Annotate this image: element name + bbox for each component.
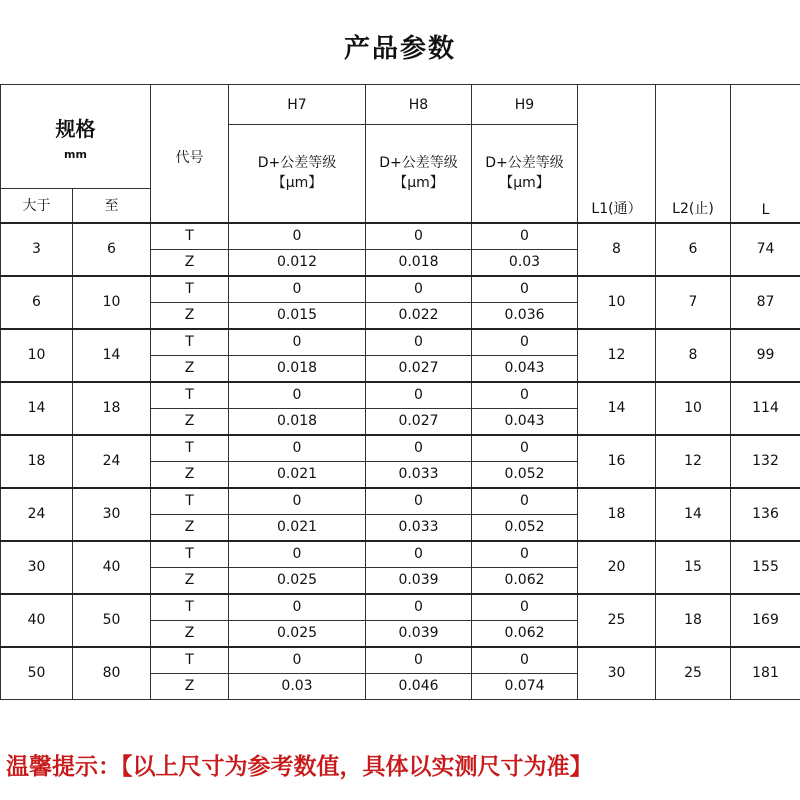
table-row <box>1 541 800 568</box>
size-to: 30 <box>73 488 151 541</box>
size-to: 6 <box>73 223 151 276</box>
h7-value: 0.018 <box>229 355 366 382</box>
h8-value: 0.018 <box>366 249 472 276</box>
h7-value: 0 <box>229 594 366 621</box>
size-from: 30 <box>1 541 73 594</box>
l1-value: 8 <box>578 223 656 276</box>
size-to: 14 <box>73 329 151 382</box>
l-header: L <box>731 85 800 223</box>
h9-value: 0.062 <box>472 567 578 594</box>
code-cell: T <box>151 382 229 409</box>
size-to: 80 <box>73 647 151 700</box>
l2-value: 15 <box>656 541 731 594</box>
l1-value: 25 <box>578 594 656 647</box>
h8-value: 0 <box>366 488 472 515</box>
l-value: 169 <box>731 594 800 647</box>
h8-value: 0.027 <box>366 408 472 435</box>
dev-label: D+公差等级 <box>485 155 564 172</box>
l2-value: 10 <box>656 382 731 435</box>
h9-value: 0 <box>472 647 578 674</box>
code-cell: Z <box>151 620 229 647</box>
h9-value: 0 <box>472 541 578 568</box>
h8-value: 0.033 <box>366 461 472 488</box>
h7-value: 0 <box>229 329 366 356</box>
table-body <box>1 223 800 700</box>
reminder-note: 温馨提示：【以上尺寸为参考数值，具体以实测尺寸为准】 <box>6 754 593 780</box>
code-cell: T <box>151 488 229 515</box>
l2-value: 12 <box>656 435 731 488</box>
h9-value: 0.074 <box>472 673 578 699</box>
grade-h8-header: H8 <box>366 85 472 125</box>
l1-value: 30 <box>578 647 656 700</box>
l-value: 114 <box>731 382 800 435</box>
l-value: 132 <box>731 435 800 488</box>
h9-value: 0 <box>472 488 578 515</box>
l-value: 87 <box>731 276 800 329</box>
h9-value: 0 <box>472 223 578 250</box>
spec-header-cell <box>1 85 151 189</box>
code-cell: T <box>151 594 229 621</box>
h9-value: 0.043 <box>472 355 578 382</box>
code-cell: T <box>151 435 229 462</box>
code-header: 代号 <box>151 85 229 223</box>
h7-value: 0 <box>229 223 366 250</box>
l1-value: 18 <box>578 488 656 541</box>
h7-value: 0 <box>229 541 366 568</box>
size-from: 14 <box>1 382 73 435</box>
h7-value: 0 <box>229 488 366 515</box>
h8-value: 0.039 <box>366 620 472 647</box>
h9-value: 0 <box>472 276 578 303</box>
l1-value: 14 <box>578 382 656 435</box>
dev-unit: 【μm】 <box>393 175 444 192</box>
h9-value: 0.062 <box>472 620 578 647</box>
h8-value: 0 <box>366 647 472 674</box>
dev-h8-header <box>366 125 472 223</box>
h8-value: 0 <box>366 329 472 356</box>
code-cell: T <box>151 223 229 250</box>
h8-value: 0 <box>366 594 472 621</box>
h9-value: 0 <box>472 594 578 621</box>
l-value: 181 <box>731 647 800 700</box>
l1-value: 10 <box>578 276 656 329</box>
h7-value: 0.025 <box>229 620 366 647</box>
table-row <box>1 435 800 462</box>
code-cell: Z <box>151 567 229 594</box>
l1-value: 12 <box>578 329 656 382</box>
size-from: 24 <box>1 488 73 541</box>
h9-value: 0 <box>472 382 578 409</box>
spec-header: 规格 <box>55 116 96 141</box>
h7-value: 0.021 <box>229 461 366 488</box>
l1-value: 16 <box>578 435 656 488</box>
h9-value: 0.052 <box>472 514 578 541</box>
table-row <box>1 223 800 250</box>
code-cell: Z <box>151 514 229 541</box>
table-row <box>1 647 800 674</box>
grade-h7-header: H7 <box>229 85 366 125</box>
l1-value: 20 <box>578 541 656 594</box>
code-cell: Z <box>151 461 229 488</box>
dev-unit: 【μm】 <box>499 175 550 192</box>
h8-value: 0.039 <box>366 567 472 594</box>
h7-value: 0 <box>229 435 366 462</box>
l2-value: 8 <box>656 329 731 382</box>
size-to: 40 <box>73 541 151 594</box>
h9-value: 0.052 <box>472 461 578 488</box>
l-value: 99 <box>731 329 800 382</box>
code-cell: T <box>151 276 229 303</box>
l-value: 136 <box>731 488 800 541</box>
size-from: 50 <box>1 647 73 700</box>
h9-value: 0 <box>472 435 578 462</box>
dev-unit: 【μm】 <box>271 175 323 192</box>
table-row <box>1 382 800 409</box>
table-row <box>1 329 800 356</box>
h7-value: 0 <box>229 276 366 303</box>
size-to: 50 <box>73 594 151 647</box>
code-cell: T <box>151 329 229 356</box>
from-header: 大于 <box>1 189 73 223</box>
code-cell: T <box>151 541 229 568</box>
l1-header: L1(通） <box>578 85 656 223</box>
table-header <box>1 85 800 223</box>
h8-value: 0 <box>366 541 472 568</box>
h7-value: 0.03 <box>229 673 366 699</box>
l2-value: 7 <box>656 276 731 329</box>
h7-value: 0.015 <box>229 302 366 329</box>
h8-value: 0.033 <box>366 514 472 541</box>
h8-value: 0.022 <box>366 302 472 329</box>
h7-value: 0.021 <box>229 514 366 541</box>
code-cell: Z <box>151 355 229 382</box>
h7-value: 0.012 <box>229 249 366 276</box>
h8-value: 0 <box>366 435 472 462</box>
dev-h7-header <box>229 125 366 223</box>
l2-value: 14 <box>656 488 731 541</box>
h8-value: 0 <box>366 382 472 409</box>
size-to: 18 <box>73 382 151 435</box>
code-cell: Z <box>151 673 229 699</box>
code-cell: Z <box>151 408 229 435</box>
h8-value: 0.046 <box>366 673 472 699</box>
h7-value: 0.018 <box>229 408 366 435</box>
l-value: 74 <box>731 223 800 276</box>
h7-value: 0.025 <box>229 567 366 594</box>
code-cell: Z <box>151 302 229 329</box>
l-value: 155 <box>731 541 800 594</box>
table-row <box>1 488 800 515</box>
l2-header: L2(止) <box>656 85 731 223</box>
size-to: 10 <box>73 276 151 329</box>
spec-table <box>0 84 800 700</box>
h9-value: 0.036 <box>472 302 578 329</box>
h8-value: 0 <box>366 223 472 250</box>
page-title: 产品参数 <box>343 34 456 64</box>
size-from: 10 <box>1 329 73 382</box>
size-from: 40 <box>1 594 73 647</box>
size-to: 24 <box>73 435 151 488</box>
table-row <box>1 594 800 621</box>
h9-value: 0.03 <box>472 249 578 276</box>
dev-h9-header <box>472 125 578 223</box>
h7-value: 0 <box>229 382 366 409</box>
h7-value: 0 <box>229 647 366 674</box>
size-from: 18 <box>1 435 73 488</box>
h9-value: 0 <box>472 329 578 356</box>
size-from: 3 <box>1 223 73 276</box>
size-from: 6 <box>1 276 73 329</box>
h9-value: 0.043 <box>472 408 578 435</box>
dev-label: D+公差等级 <box>257 155 337 172</box>
h8-value: 0.027 <box>366 355 472 382</box>
l2-value: 18 <box>656 594 731 647</box>
grade-h9-header: H9 <box>472 85 578 125</box>
h8-value: 0 <box>366 276 472 303</box>
to-header: 至 <box>73 189 151 223</box>
dev-label: D+公差等级 <box>379 155 458 172</box>
l2-value: 25 <box>656 647 731 700</box>
code-cell: Z <box>151 249 229 276</box>
table-row <box>1 276 800 303</box>
spec-unit: mm <box>64 147 87 161</box>
code-cell: T <box>151 647 229 674</box>
l2-value: 6 <box>656 223 731 276</box>
